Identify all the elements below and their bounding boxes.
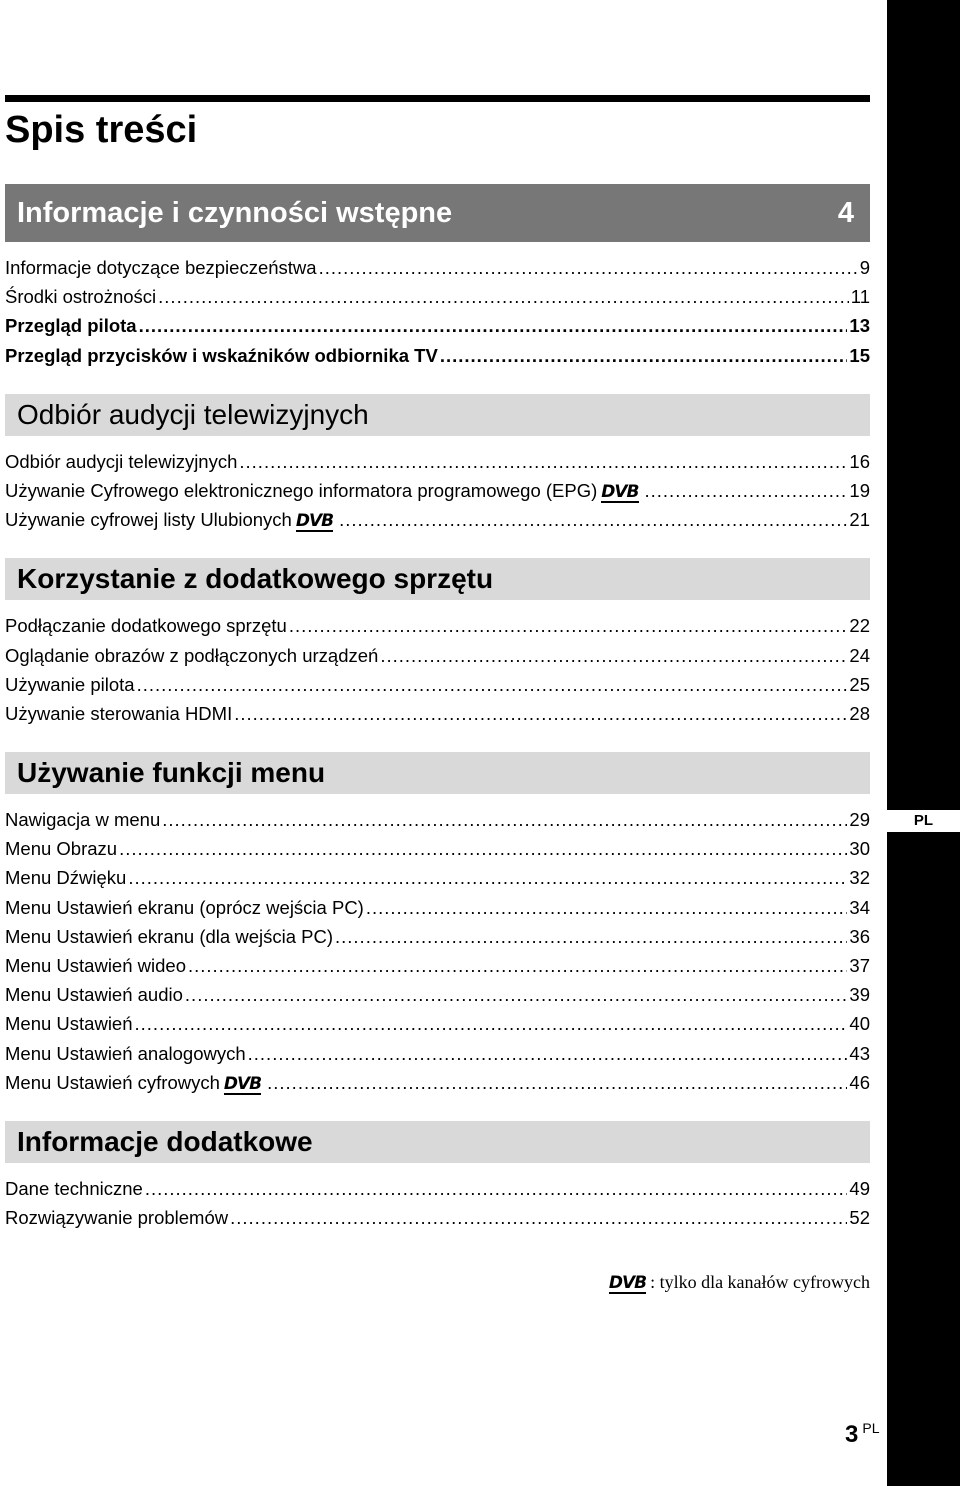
section-title: Odbiór audycji telewizyjnych [17, 398, 369, 430]
dot-leader [119, 838, 847, 860]
toc-entry[interactable] [5, 838, 870, 867]
dot-leader [440, 345, 848, 367]
dot-leader [128, 867, 847, 889]
toc-entry-page: 34 [849, 896, 870, 918]
dot-leader [188, 955, 847, 977]
toc-entry-label: Menu Ustawień cyfrowych [5, 1071, 220, 1093]
toc-entry[interactable] [5, 984, 870, 1013]
page-number [845, 1420, 879, 1449]
toc-entry-page: 16 [849, 450, 870, 472]
section-title: Informacje i czynności wstępne [17, 196, 453, 229]
toc-entry[interactable] [5, 257, 870, 286]
toc-entry-page: 43 [849, 1042, 870, 1064]
toc-entry-label: Podłączanie dodatkowego sprzętu [5, 615, 287, 637]
toc-entry-label: Używanie sterowania HDMI [5, 702, 233, 724]
dot-leader [135, 1013, 848, 1035]
toc-entry-page: 37 [849, 955, 870, 976]
side-language-label: PL [887, 810, 960, 832]
dot-leader [145, 1178, 848, 1200]
dot-leader [230, 1207, 847, 1229]
dot-leader [267, 1072, 847, 1094]
toc-entry-label: Rozwiązywanie problemów [5, 1207, 229, 1229]
dot-leader [339, 509, 847, 531]
toc-entry-page: 21 [849, 509, 870, 531]
toc-entry-page: 9 [859, 257, 870, 278]
dot-leader [239, 451, 847, 473]
footnote-text: : tylko dla kanałów cyfrowych [650, 1272, 870, 1292]
toc-entry-page: 40 [849, 1013, 870, 1035]
toc-entry-label: Odbiór audycji telewizyjnych [5, 450, 238, 472]
section-page-number: 4 [837, 196, 854, 229]
toc-entry-page: 28 [849, 702, 870, 724]
dot-leader [645, 480, 848, 502]
toc-entry[interactable] [5, 615, 870, 644]
dvb-logo-icon: DVB [608, 1273, 647, 1293]
dot-leader [319, 257, 858, 279]
dot-leader [234, 703, 847, 725]
toc-entry[interactable] [5, 286, 870, 315]
dot-leader [366, 897, 848, 919]
toc-entry-page: 13 [849, 315, 870, 337]
dot-leader [158, 286, 849, 308]
toc-entry-page: 24 [849, 644, 870, 666]
toc-entry[interactable] [5, 645, 870, 674]
dot-leader [335, 926, 847, 948]
toc-entry[interactable] [5, 809, 870, 838]
toc-entry-label: Informacje dotyczące bezpieczeństwa [5, 257, 317, 278]
toc-entry[interactable] [5, 1043, 870, 1072]
toc-entry-label: Nawigacja w menu [5, 809, 161, 831]
page-number-value: 3 [845, 1421, 859, 1448]
toc-entry-label: Menu Ustawień wideo [5, 955, 186, 976]
toc-entry[interactable] [5, 480, 870, 509]
toc-entry-page: 32 [849, 867, 870, 889]
toc-entry[interactable] [5, 1178, 870, 1207]
toc-entry-label: Menu Ustawień ekranu (oprócz wejścia PC) [5, 896, 364, 918]
toc-entry-label: Przegląd przycisków i wskaźników odbiornika TV [5, 344, 438, 366]
toc-entry-label: Menu Ustawień analogowych [5, 1042, 246, 1064]
toc-entry-label: Menu Obrazu [5, 838, 118, 860]
toc-entry[interactable] [5, 897, 870, 926]
side-language-tab [887, 0, 960, 1486]
toc-entry[interactable] [5, 451, 870, 480]
toc-entry[interactable] [5, 315, 870, 344]
page-title: Spis treści [5, 109, 198, 151]
section-entries [5, 436, 870, 559]
toc-entry-page: 46 [849, 1071, 870, 1093]
dvb-logo-icon: DVB [223, 1073, 262, 1094]
toc-entry-page: 39 [849, 984, 870, 1006]
page-number-suffix: PL [862, 1420, 880, 1436]
section-title: Używanie funkcji menu [17, 757, 326, 789]
toc-entry-label: Przegląd pilota [5, 315, 137, 337]
toc-entry-page: 49 [849, 1177, 870, 1199]
toc-entry-label: Używanie Cyfrowego elektronicznego informatora programowego (EPG) [5, 479, 598, 501]
toc-entry-page: 29 [849, 809, 870, 831]
toc-entry-page: 11 [850, 286, 870, 308]
section-header [5, 558, 870, 600]
toc-entry-page: 30 [849, 838, 870, 860]
toc-entry[interactable] [5, 867, 870, 896]
toc-entry[interactable] [5, 703, 870, 732]
section-title: Korzystanie z dodatkowego sprzętu [17, 563, 494, 595]
toc-entry-page: 36 [849, 925, 870, 947]
toc-entry-label: Używanie cyfrowej listy Ulubionych [5, 509, 292, 531]
toc-entry-page: 25 [849, 673, 870, 695]
dot-leader [380, 645, 847, 667]
dvb-logo-icon: DVB [601, 481, 639, 502]
toc-entry-page: 15 [849, 344, 870, 366]
toc-entry-label: Używanie pilota [5, 673, 135, 695]
section-entries [5, 600, 870, 752]
section-entries [5, 1163, 870, 1256]
dot-leader [289, 615, 848, 637]
dot-leader [248, 1043, 848, 1065]
section-header [5, 752, 870, 794]
toc-entry-label: Menu Ustawień audio [5, 984, 183, 1006]
toc-entry[interactable] [5, 1013, 870, 1042]
toc-entry[interactable] [5, 955, 870, 984]
toc-entry-page: 52 [849, 1207, 870, 1229]
dot-leader [137, 674, 848, 696]
dvb-logo-icon: DVB [295, 511, 334, 532]
table-of-contents [5, 184, 870, 1256]
toc-entry[interactable] [5, 674, 870, 703]
section-entries [5, 794, 870, 1121]
toc-entry[interactable] [5, 1207, 870, 1236]
toc-entry-label: Dane techniczne [5, 1177, 143, 1199]
dot-leader [162, 809, 847, 831]
top-rule [5, 95, 870, 102]
toc-entry[interactable] [5, 926, 870, 955]
toc-entry[interactable] [5, 509, 870, 538]
toc-entry[interactable] [5, 1072, 870, 1101]
section-title: Informacje dodatkowe [17, 1125, 313, 1157]
toc-entry-label: Menu Dźwięku [5, 867, 127, 889]
toc-entry-label: Oglądanie obrazów z podłączonych urządzeń [5, 644, 379, 666]
section-header [5, 184, 870, 242]
toc-entry[interactable] [5, 345, 870, 374]
toc-entry-page: 22 [849, 615, 870, 637]
dot-leader [185, 984, 848, 1006]
dot-leader [139, 315, 848, 337]
toc-entry-page: 19 [849, 479, 870, 501]
toc-entry-label: Menu Ustawień ekranu (dla wejścia PC) [5, 925, 333, 947]
toc-entry-label: Menu Ustawień [5, 1013, 133, 1035]
section-entries [5, 242, 870, 394]
section-header [5, 394, 870, 436]
dvb-footnote [605, 1272, 870, 1294]
section-header [5, 1121, 870, 1163]
toc-entry-label: Środki ostrożności [5, 286, 157, 308]
